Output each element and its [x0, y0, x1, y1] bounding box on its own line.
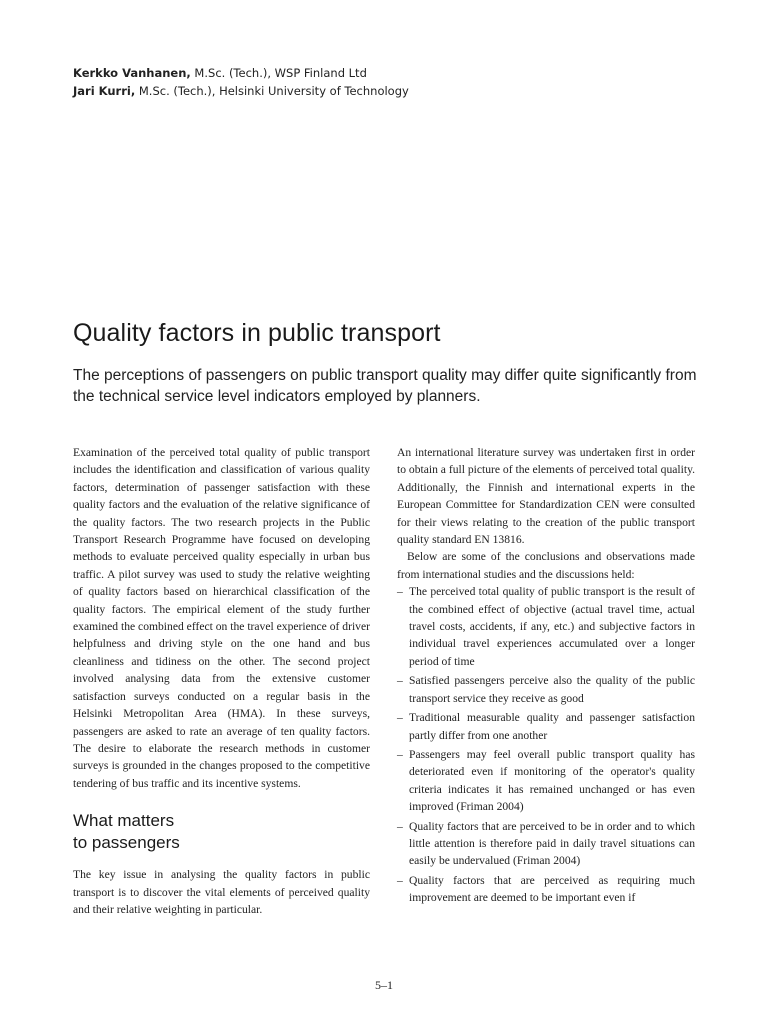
right-column — [397, 444, 695, 909]
dash-marker: – — [397, 747, 403, 761]
list-item — [397, 818, 695, 870]
list-item — [397, 872, 695, 907]
list-item — [397, 709, 695, 744]
author-line-2 — [73, 82, 409, 100]
author-line-1 — [73, 64, 409, 82]
list-item-text: Quality factors that are perceived as requiring much improvement are deemed to be important even if — [409, 873, 695, 905]
list-item-text: Passengers may feel overall public transport quality has deteriorated even if monitoring of the operator's quality criteria indicates it has remained unchanged or has even improved (Friman 2004) — [409, 747, 695, 814]
section-heading-line: What matters — [73, 811, 175, 831]
author-block — [73, 64, 409, 100]
section-heading-line: to passengers — [73, 833, 180, 853]
bullet-list — [397, 583, 695, 906]
body-paragraph: Examination of the perceived total quality of public transport includes the identification and classification of various quality factors, determination of passenger satisfaction with these quality factors and the evaluation of the relative significance of the quality factors. The two research projects in the Public Transport Research Programme have focused on developing methods to evaluate perceived quality especially in urban bus traffic. A pilot survey was used to study the relative weighting of quality factors based on hierarchical classification of the quality factors. The empirical element of the study further examined the combined effect on the travel experience of driver helpfulness and driving style on the one hand and bus cleanliness and tidiness on the other. The second project involved analysing data from the extensive customer satisfaction surveys conducted on a regular basis in the Helsinki Metropolitan Area (HMA). In these surveys, passengers are asked to rate an average of ten quality factors. The desire to elaborate the research methods in customer surveys is grounded in the changes proposed to the competitive tendering of bus traffic and its incentive systems. — [73, 446, 370, 790]
list-item — [397, 746, 695, 816]
left-column — [73, 444, 370, 918]
dash-marker: – — [397, 873, 403, 887]
author-name: Kerkko Vanhanen, — [73, 66, 191, 80]
list-item-text: The perceived total quality of public transport is the result of the combined effect of objective (actual travel time, actual travel costs, accidents, if any, etc.) and subjective factors in individual travel experiences accumulated over a longer period of time — [409, 585, 695, 668]
list-item — [397, 583, 695, 670]
dash-marker: – — [397, 585, 403, 599]
dash-marker: – — [397, 711, 403, 725]
list-item-text: Quality factors that are perceived to be in order and to which little attention is therefore paid in daily travel situations can easily be undervalued (Friman 2004) — [409, 819, 695, 868]
body-paragraph: Below are some of the conclusions and observations made from international studies and the discussions held: — [397, 550, 695, 581]
article-title: Quality factors in public transport — [73, 319, 441, 347]
author-affiliation: M.Sc. (Tech.), WSP Finland Ltd — [190, 66, 367, 80]
author-affiliation: M.Sc. (Tech.), Helsinki University of Technology — [135, 84, 409, 98]
list-item-text: Traditional measurable quality and passenger satisfaction partly differ from one another — [409, 711, 695, 742]
body-paragraph: An international literature survey was undertaken first in order to obtain a full picture of the elements of perceived total quality. Additionally, the Finnish and international experts in the European Committee for Standardization CEN were consulted for their views relating to the creation of the public transport quality standard EN 13816. — [397, 446, 696, 547]
page-number: 5–1 — [375, 978, 393, 992]
author-name: Jari Kurri, — [73, 84, 136, 98]
section-heading — [73, 810, 370, 854]
dash-marker: – — [397, 819, 403, 833]
body-paragraph: The key issue in analysing the quality factors in public transport is to discover the vital elements of perceived quality and their relative weighting in particular. — [73, 868, 370, 916]
article-lead: The perceptions of passengers on public transport quality may differ quite significantly from the technical service level indicators employed by planners. — [73, 367, 697, 405]
list-item — [397, 672, 695, 707]
list-item-text: Satisfied passengers perceive also the quality of the public transport service they receive as good — [409, 674, 695, 705]
dash-marker: – — [397, 674, 403, 688]
